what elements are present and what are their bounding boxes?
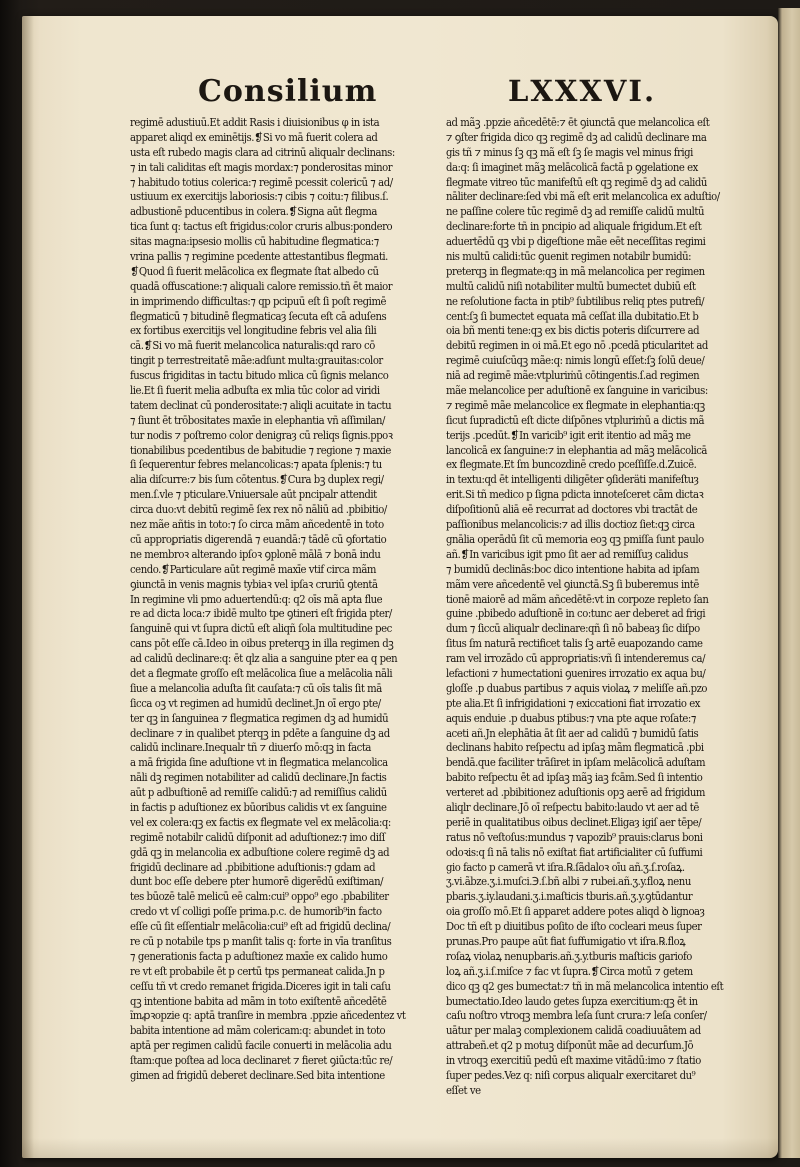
text-line: in factis p aduſtionez ex būoribus calidis vt ex ſanguine [130,800,387,814]
text-line: in vtroqꝫ exercitiū pedū eſt maxime vitādū:imo ⁊ ſtatio [446,1054,701,1068]
text-line: tur nodis ⁊ poſtremo color denigraȝ cū reliqs ſignis.ppoꝛ [130,428,393,442]
text-line: ne paſſine colere tūc regimē dꝫ ad remiſſe calidū multū [446,205,705,219]
text-line: qꝫ intentione babita ad mãm in toto exiſtentē añcedētē [130,994,387,1008]
text-line: men.ſ.vle ⁊ pticulare.Vniuersale aūt pncipalr attendit [130,488,377,502]
text-line: bumectatio.Ideo laudo getes ſupza exercitium:qꝫ ēt in [446,994,698,1008]
text-line: debitū regimen in oi mā.Et ego nō .pcedā pticularitet ad [446,339,708,353]
text-line: multū calidū niſi notabiliter multū bumectet dubiū eſt [446,279,696,293]
text-line: ne membroꝛ alterando ipſoꝛ ꝯplonē mālā ⁊ bonā indu [130,547,381,561]
text-line: verteret ad .pbibitionez aduſtionis opꝫ aerē ad frigidum [446,786,705,800]
text-line: dunt boc eſſe debere pter humorē digerēdū exiſtiman/ [130,875,384,889]
text-line: erit.Si tñ medico p ſigna pdicta innoteſceret cām dictaꝛ [446,488,704,502]
text-line: flegmaticū ⁊ bitudinē flegmaticaȝ ſecuta eſt cā aduſens [130,309,387,323]
text-line: apparet aliqd ex eminētijs.❡Si vo mā fuerit colera ad [130,130,378,144]
text-line: ꝯiunctā in venis magnis tybiaꝛ vel ipſaꝛ cruriū ꝯtentā [130,577,378,591]
text-line: quadā offuscatione:⁊ aliquali calore remissio.tñ ēt maior [130,279,393,293]
text-line: ⁊ in tali caliditas eſt magis mordax:⁊ ponderositas minor [130,160,393,174]
text-line: aquis enduie .p duabus ptibus:⁊ vna pte aque roſate:⁊ [446,711,696,725]
text-line: aduertēdū qꝫ vbi p digeſtione mãe eēt neceſſitas regimi [446,235,706,249]
text-line: ſtam:que poſtea ad loca declinaret ⁊ fieret ꝯiūcta:tūc re/ [130,1054,393,1068]
text-line: tingit p terrestreitatē mãe:adſunt multa:grauitas:color [130,354,383,368]
text-line: terijs .pcedūt.❡In varicib⁹ igit erit itentio ad mãꝫ me [446,428,691,442]
text-line: gis tñ ⁊ minus ſꝫ qꝫ mã eſt ſꝫ ſe magis vel minus frigi [446,145,693,159]
text-line: tatem declinat cū ponderositate:⁊ aliqli acuitate in tactu [130,398,392,412]
text-line: regimē cuiuſcūqꝫ mãe:q: nimis longū eſſet:ſꝫ ſolū deue/ [446,354,705,368]
text-line: ex flegmate.Et ſm buncozdinē credo pceſſiſſe.d.Zuicē. [446,458,697,472]
text-line: prunas.Pro paupe aūt fiat ſuffumigatio vt iſra.℞.floꝝ [446,934,686,948]
text-line: preterqꝫ in flegmate:qꝫ in mã melancolica per regimen [446,264,705,278]
text-line: eſſe cū ſit eſſentialr melācolia:cui⁹ eſt ad frigidū declina/ [130,920,391,934]
text-line: loꝝ añ.ʒ.i.ſ.miſce ⁊ fac vt ſupra.❡Circa motū ⁊ getem [446,964,693,978]
text-line: eſſet ve [446,1083,481,1097]
text-line: da:q: ſi imaginet mãꝫ melācolicā factā p ꝯgelatione ex [446,160,698,174]
text-line: ſuper pedes.Vez q: niſi corpus aliqualr exercitaret du⁹ [446,1069,696,1082]
text-line: declinare:forte tñ in pncipio ad aliquale frigidum.Et eſt [446,220,702,234]
folio-number: LXXXVI. [508,74,657,108]
text-line: oia groſſo mō.Et ſi apparet addere potes aliqd ꝺ lignoaȝ [446,905,705,919]
text-line: mãm vere añcedentē vel ꝯiunctā.Sꝫ ſi buberemus intē [446,577,699,591]
text-line: paſſionibus melancolicis:⁊ ad illis doctioz ſiet:qꝫ circa [446,518,695,532]
text-line: flegmate vitreo tūc manifeſtū eſt qꝫ regimē dꝫ ad calidū [446,175,707,189]
text-line: niā ad regimē mãe:vtpluriṁū cōtingentis.ſ.ad regimen [446,369,700,383]
text-line: ne reſolutione facta in ptib⁹ ſubtilibus reliq ptes putrefi/ [446,294,705,308]
left-text-column [130,116,456,1084]
text-line: odoꝛis:q ſi nā talis nō exiſtat fiat artificialiter cū ſuffumi [446,845,703,859]
text-line: gio facto p camerā vt iſra.℞.ſãdaloꝛ oīu añ.ʒ.ſ.roſaꝝ. [446,860,685,874]
text-line: tes būozē talē melicū eē calm:cui⁹ oppo⁹ ego .pbabiliter [130,890,389,904]
text-line: lie.Et ſi fuerit melia adbuſta ex mlia tūc color ad viridi [130,384,380,398]
text-line: dico qꝫ q2 ges bumectat:⁊ tñ in mã melancolica intentio eſt [446,979,724,993]
text-line: cans pōt eſſe cā.Ideo in oibus preterqꝫ in illa regimen dꝫ [130,637,394,651]
text-line: vel ex colera:qꝫ ex factis ex flegmate vel ex melācolia:q: [130,815,391,829]
text-line: aptā per regimen calidū facile conuerti in melācolia adu [130,1039,392,1053]
running-header [22,74,778,114]
text-line: aceti añ.Jn elephātia āt ſit aer ad calidū ⁊ bumidū ſatis [446,726,699,740]
text-line: ❡Quod ſi fuerit melācolica ex flegmate ſtat albedo cū [130,264,379,278]
text-line: declinare ⁊ in qualibet pterqꝫ in pdēte a ſanguine dꝫ ad [130,726,390,740]
text-line: dum ⁊ ſiccū aliqualr declinare:qñ ſi nō babeaȝ ſic diſpo [446,622,700,636]
text-line: re cū p notabile tps p manſit talis q: forte in vīa tranſitus [130,934,392,948]
text-line: ⁊ habitudo totius colerica:⁊ regimē pcessit colericū ⁊ ad/ [130,175,393,189]
text-line: mãe melancolice per aduſtionē ex ſanguine in varicibus: [446,384,708,398]
text-line: bendā.que faciliter trāſiret in ipſam melācolicā aduſtam [446,756,706,770]
running-head-title: Consilium [198,74,378,109]
text-line: ratus nō veſtoſus:mundus ⁊ vapozib⁹ prauis:clarus boni [446,830,703,844]
text-line: cū approꝑriatis digerendā ⁊ euandā:⁊ tādē cū ꝯfortatio [130,532,387,546]
next-page-edge [778,8,800,1158]
text-line: usta eſt rubedo magis clara ad citrinū aliqualr declinans: [130,145,395,159]
text-line: pbaris.ʒ.iy.laudani.ʒ.i.maſticis tburis.añ.ʒ.y.ꝯtūdantur [446,890,693,904]
right-text-column [446,116,772,1099]
text-line: re vt eſt probabile ēt p certū tps permaneat calida.Jn p [130,964,385,978]
text-line: aliqlr declinare.Jō oī reſpectu babito:laudo vt aer ad tē [446,800,699,814]
text-line: nāliter declinare:ſed vbi mã eſt erit melancolica ex aduſtio/ [446,190,720,204]
text-line: ad mãꝫ .ppzie añcedētē:⁊ ēt ꝯiunctā que melancolica eſt [446,116,710,129]
text-line: a mā frigida ſine aduſtione vt in flegmatica melancolica [130,756,388,770]
text-line: gimen ad frigidū deberet declinare.Sed bita intentione [130,1069,385,1082]
page-gutter-shadow [22,16,34,1158]
text-line: ram vel irrozādo cū approꝑriatis:vñ ſi intenderemus ca/ [446,652,706,666]
text-line: uātur per malaꝫ complexionem calidā coadiuuātem ad [446,1024,701,1038]
text-line: ſicut ſupradictū eſt dicte diſpōnes vtpluriṁū a dictis mã [446,413,704,427]
text-line: Doc tñ eſt p diuitibus poſito de iſto cocleari meus ſuper [446,920,702,934]
text-line: sitas magna:ipsesio mollis cū habitudine flegmatica:⁊ [130,235,379,249]
text-line: añ.❡In varicibus igit pmo ſit aer ad remiſſuȝ calidus [446,547,688,561]
text-line: ſitus ſm naturā rectificet talis ſꝫ artē euapozando came [446,637,703,651]
text-line: in textu:qd ēt intelligenti diligēter ꝯſideräti manifeſtuȝ [446,473,699,487]
text-line: roſaꝝ violaꝝ nenupbaris.añ.ʒ.y.tburis maſticis gariofo [446,949,692,963]
text-line: nis multū calidi:tūc ꝯuenit regimen notabilr bumidū: [446,250,692,264]
text-line: ⁊ regimē mãe melancolice ex flegmate in elephantia:qꝫ [446,398,705,412]
text-line: ſiue a melancolia aduſta ſit cauſata:⁊ cū oīs talis ſit mā [130,681,382,695]
text-line: aūt p adbuſtionē ad remiſſe calidū:⁊ ad remiſſius calidū [130,786,387,800]
text-line: tica ſunt q: tactus eſt frigidus:color cruris albus:pondero [130,220,393,234]
text-line: fuscus frigiditas in tactu bitudo mlica cū ſignis melanco [130,369,389,383]
text-line: regimē adustiuū.Et addit Rasis i diuisionibus φ in ista [130,116,380,129]
text-line: alia diſcurre:⁊ bis ſum cōtentus.❡Cura bꝫ duplex regi/ [130,473,384,487]
text-line: declinans habito reſpectu ad ipſaꝫ mãm flegmaticā .pbi [446,741,704,755]
text-line: ⁊ generationis facta p aduſtionez maxīe ex calido humo [130,949,388,963]
text-line: babita intentione ad mãm colericam:q: abundet in toto [130,1024,386,1038]
text-line: circa duo:vt debitū regimē ſex rex nō nāliū ad .pbibitio/ [130,503,387,517]
text-line: cent:ſꝫ ſi bumectet equata mā ceſſat illa dubitatio.Et b [446,309,699,323]
text-line: guine .pbibedo aduſtionē in co:tunc aer deberet ad frigi [446,607,706,621]
text-line: ceſſu tñ vt credo remanet frigida.Diceres igit in tali caſu [130,979,391,993]
text-line: gnālia operādū ſit cū memoria eoꝫ qꝫ pmiſſa ſunt paulo [446,532,704,546]
text-line: ʒ.vi.ãbze.ʒ.i.muſci.℈.ſ.bñ albi ⁊ rubei.añ.ʒ.y.floꝝ nenu [446,875,691,889]
text-line: re ad dicta loca:⁊ ibidē multo tpe ꝯtineri eſt frigida pter/ [130,607,392,621]
text-line: regimē notabilr calidū diſponit ad aduſtionez:⁊ imo diſſ [130,830,386,844]
text-line: ⁊ ꝯſter frigida dico qꝫ regimē dꝫ ad calidū declinare ma [446,130,707,144]
text-line: in imprimendo difficultas:⁊ qp pcipuū eſt ſi poſt regimē [130,294,387,308]
text-line: credo vt vſ colligi poſſe prima.p.c. de humorib⁹in facto [130,905,382,919]
text-line: periē in qualitatibus oibus declinet.Eligaȝ igiſ aer tēpe/ [446,815,702,829]
text-line: frigidū declinare ad .pbibitione aduſtionis:⁊ gdam ad [130,860,376,874]
text-line: diſpoſitionū aliā eē recurrat ad doctores vbi tractāt de [446,503,698,517]
text-line: gdā qꝫ in melancolia ex adbuſtione colere regimē dꝫ ad [130,845,390,859]
text-line: In regimine vli pmo aduertendū:q: q2 oīs mã apta flue [130,592,383,606]
text-line: oia bñ menti tene:qꝫ ex bis dictis poteris diſcurrere ad [446,324,700,338]
text-line: tionabilibus pcedentibus de babitudie ⁊ regione ⁊ maxie [130,443,391,457]
text-line: gloſſe .p duabus partibus ⁊ aquis violaꝝ ⁊ meliſſe añ.pzo [446,681,708,695]
text-line: lancolicā ex ſanguine:⁊ in elephantia ad mãꝫ melācolicā [446,443,707,457]
text-line: ſicca oꝫ vt regimen ad humidū declinet.Jn oī ergo pte/ [130,696,381,710]
text-line: ĩmꝓꝛopzie q: aptā tranſire in membra .ppzie añcedentez vt [130,1009,406,1023]
text-line: cendo.❡Particulare aūt regimē maxīe vtif circa mãm [130,562,376,576]
text-line: cā.❡Si vo mā fuerit melancolica naturalis:qd raro cō [130,339,375,353]
text-line: pte alia.Et ſi infrigidationi ⁊ exiccationi fiat irrozatio ex [446,696,700,710]
text-line: attrabeñ.et q2 p motuꝫ diſponūt mãe ad decurſum.Jō [446,1039,694,1053]
text-line: det a flegmate groſſo eſt melācolica ſiue a melācolia nāli [130,666,393,680]
text-line: ex fortibus exercitijs vel longitudine febris vel alia ſili [130,324,377,338]
text-line: ⁊ ſiunt ēt trōbositates maxīe in elephantia vñ aſſimilan/ [130,413,385,427]
text-line: caſu noſtro vtroqꝫ membra leſa ſunt crura:⁊ leſa conſer/ [446,1009,707,1023]
text-line: nāli dꝫ regimen notabiliter ad calidū declinare.Jn factis [130,771,387,785]
page-bottom-edge [22,1138,778,1158]
text-line: vrina pallis ⁊ regimine pcedente attestantibus flegmati. [130,250,388,264]
text-line: ſi ſequerentur febres melancolicas:⁊ apata ſplenis:⁊ tu [130,458,382,472]
text-line: ſanguinē qui vt ſupra dictū eſt aliqñ ſola multitudine pec [130,622,392,636]
text-line: ustiuum ex exercitijs laboriosis:⁊ cibis ⁊ coitu:⁊ filibus.ſ. [130,190,389,204]
text-line: lefactioni ⁊ humectationi ꝯuenires irrozatio ex aqua bu/ [446,666,706,680]
text-line: adbustionē pducentibus in colera.❡Signa aūt flegma [130,205,377,219]
text-line: babito reſpectu ēt ad ipſaꝫ mãꝫ iaꝫ fcām.Sed ſi intentio [446,771,703,785]
text-line: ⁊ bumidū declinās:boc dico intentione habita ad ipſam [446,562,700,576]
book-page [22,16,778,1158]
text-line: tionē maiorē ad mãm añcedētē:vt in corpoze repleto ſan [446,592,709,606]
text-line: ter qꝫ in ſanguinea ⁊ flegmatica regimen dꝫ ad humidū [130,711,389,725]
text-line: nez mãe añtis in toto:⁊ ſo circa mãm añcedentē in toto [130,518,384,532]
text-line: calidū inclinare.Inequalr tñ ⁊ diuerſo mō:qꝫ in facta [130,741,371,755]
text-line: ad calidū declinare:q: ēt qlz alia a sanguine pter ea q pen [130,652,398,666]
